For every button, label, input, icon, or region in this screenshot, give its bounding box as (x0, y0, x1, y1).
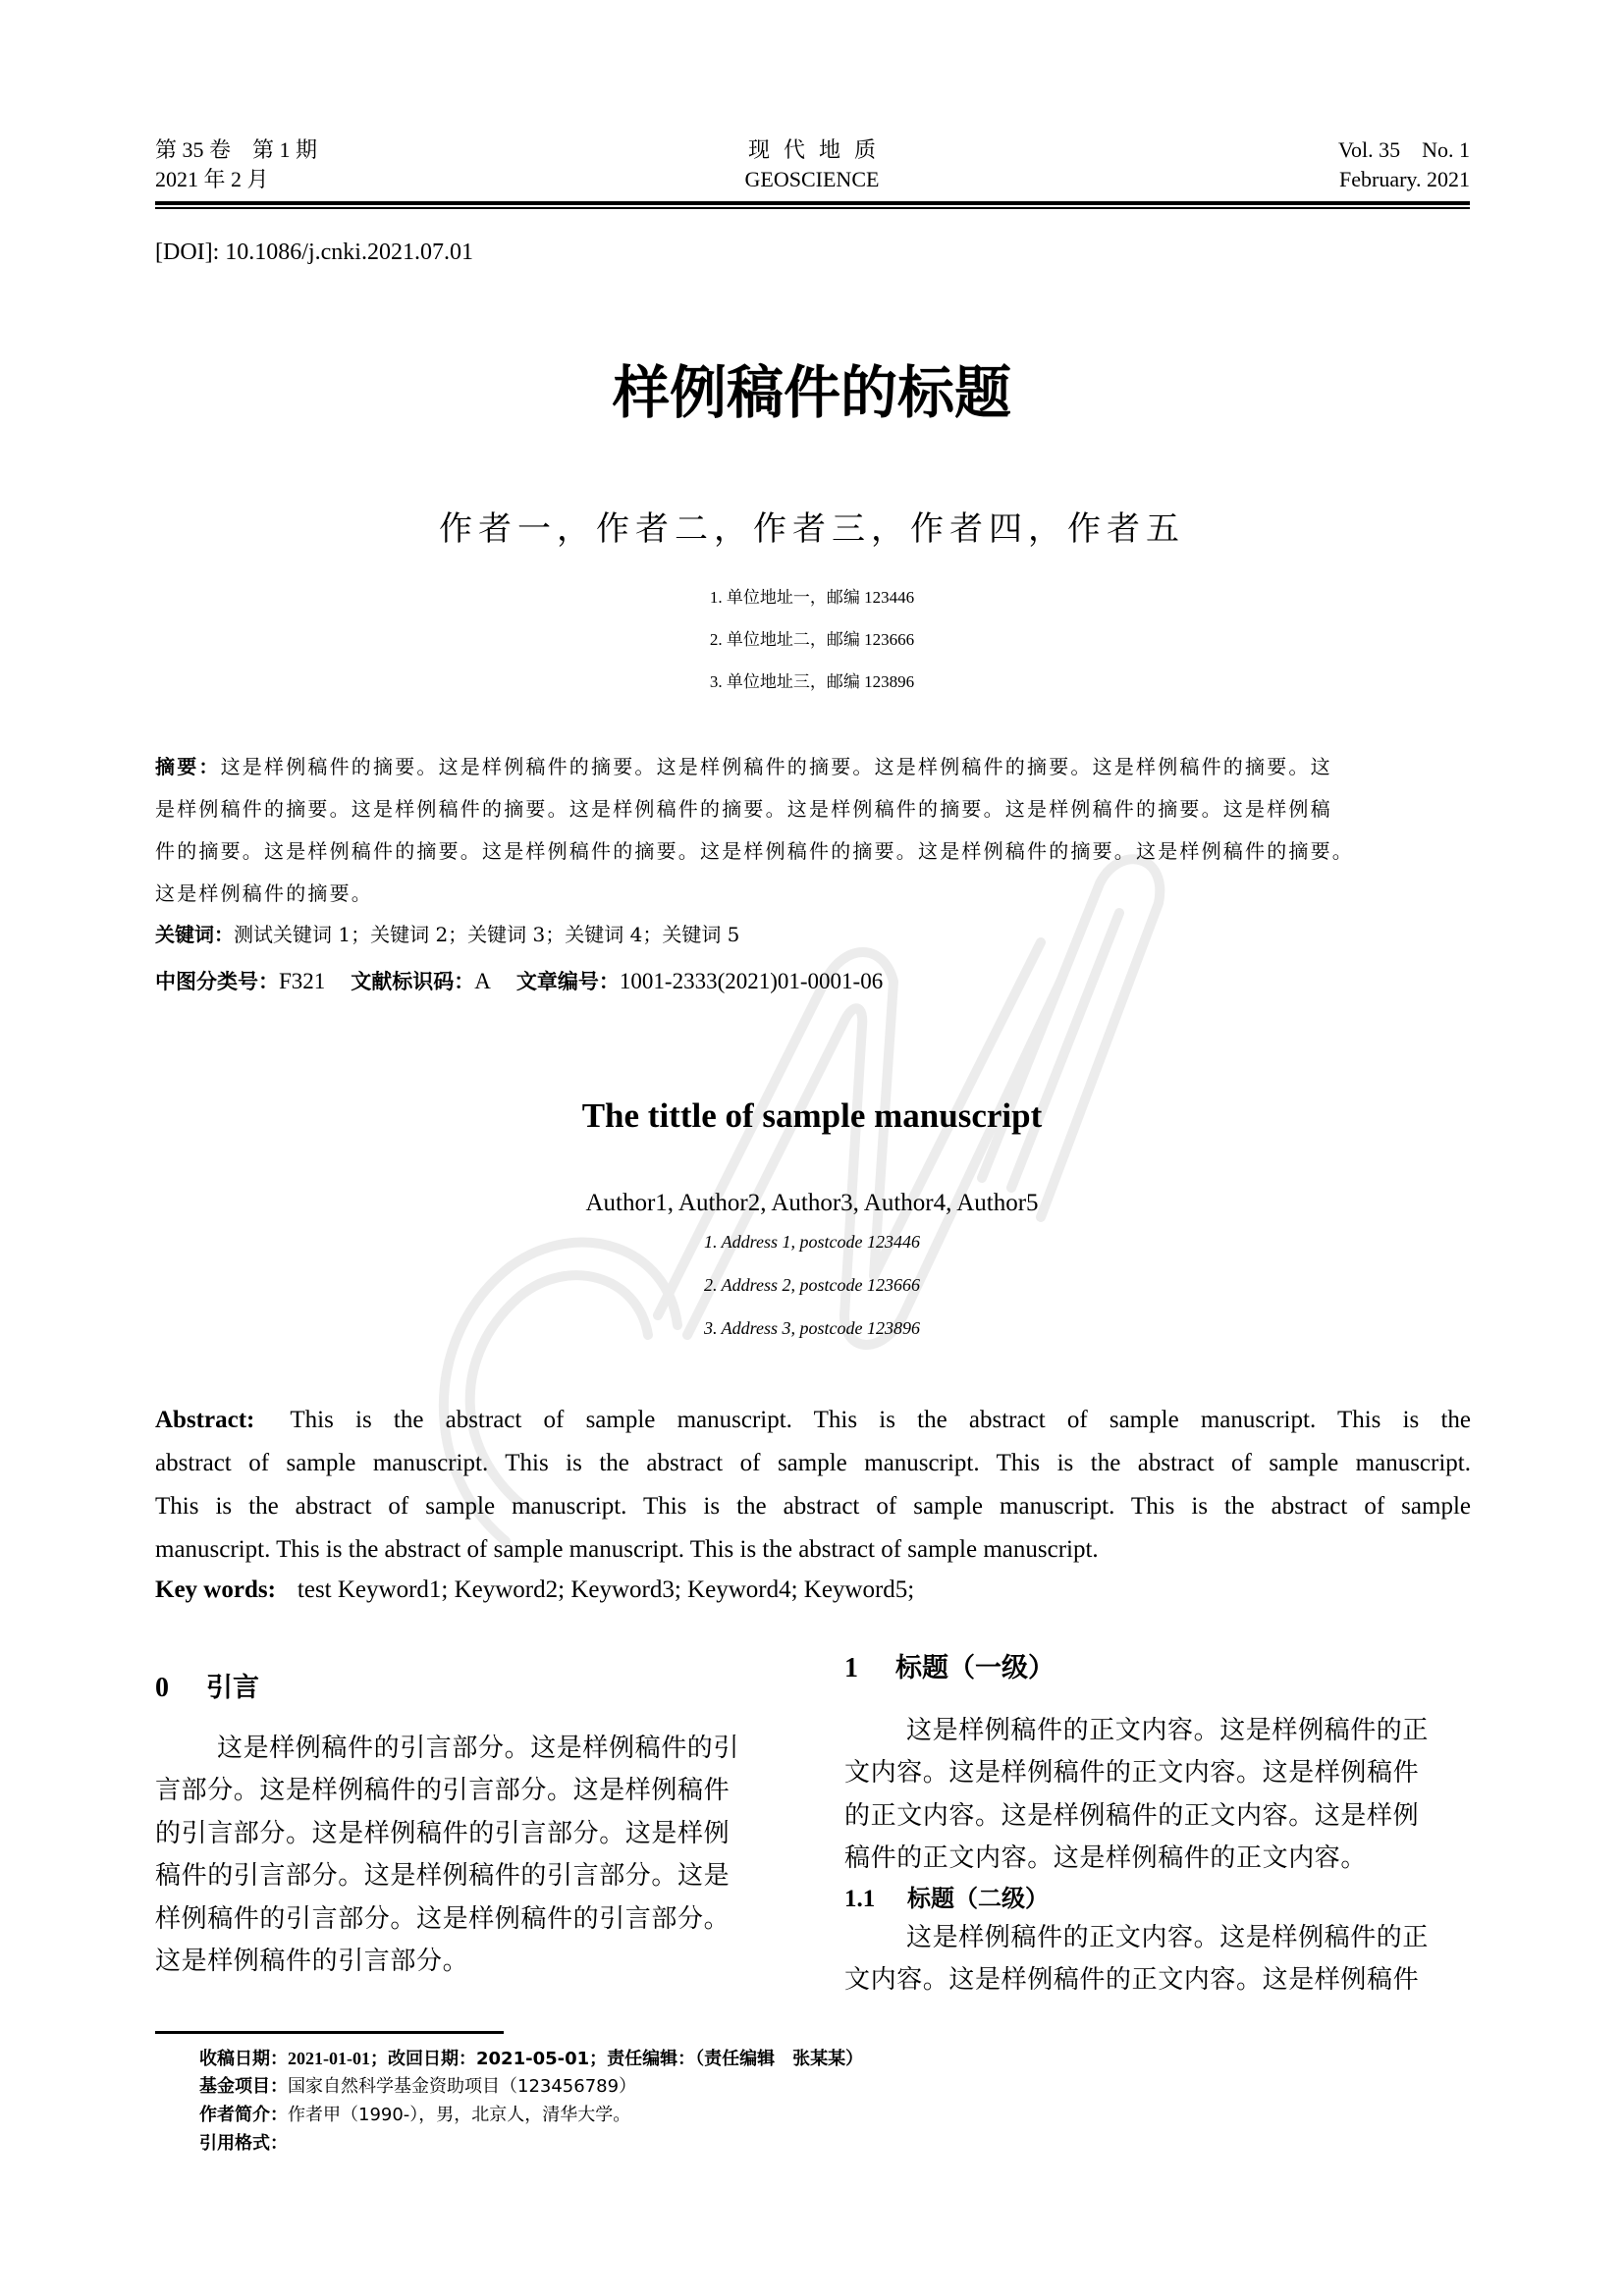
received-label: 收稿日期： (199, 2049, 288, 2069)
paragraph-line: 稿件的引言部分。这是样例稿件的引言部分。这是 (155, 1861, 731, 1892)
keywords-en-label: Key words: (155, 1576, 276, 1603)
abstract-cn-line: 这是样例稿件的摘要。 (155, 881, 373, 905)
intro-paragraph (155, 1728, 784, 1983)
abstract-en-label: Abstract: (155, 1407, 255, 1433)
section-number: 1 (844, 1653, 858, 1683)
abstract-cn-label: 摘要： (155, 755, 221, 778)
abstract-cn-line: 是样例稿件的摘要。这是样例稿件的摘要。这是样例稿件的摘要。这是样例稿件的摘要。这是样例稿件的摘要。这是样例稿 (155, 797, 1332, 821)
doi-link[interactable]: [DOI]: 10.1086/j.cnki.2021.07.01 (155, 240, 473, 265)
journal-name-en: GEOSCIENCE (744, 167, 880, 191)
abstract-cn-line: 件的摘要。这是样例稿件的摘要。这是样例稿件的摘要。这是样例稿件的摘要。这是样例稿件的摘要。这是样例稿件的摘要。 (155, 839, 1354, 863)
section-heading-1 (844, 1649, 1473, 1688)
footnote-dates (199, 2045, 863, 2073)
doc-code-value: A (474, 969, 491, 993)
journal-issue-info-en (1338, 135, 1470, 194)
abstract-en-line: abstract of sample manuscript. This is the abstract of sample manuscript. This is the abstract of sample manuscript. (155, 1450, 1471, 1476)
bio-value: 作者甲（1990-），男，北京人，清华大学。 (288, 2105, 631, 2125)
volume-issue-en: Vol. 35 No. 1 (1337, 137, 1470, 162)
section-title: 标题（二级） (907, 1884, 1049, 1912)
affiliation-cn-2: 2. 单位地址二，邮编 123666 (709, 630, 915, 649)
citation-label: 引用格式： (199, 2133, 288, 2154)
article-no-value: 1001-2333(2021)01-0001-06 (619, 969, 884, 993)
section-number: 0 (155, 1673, 169, 1703)
fund-value: 国家自然科学基金资助项目（123456789） (288, 2076, 637, 2097)
section-heading-intro (155, 1669, 784, 1708)
publication-date-en: February. 2021 (1339, 167, 1470, 191)
keywords-cn-value: 测试关键词 1；关键词 2；关键词 3；关键词 4；关键词 5 (234, 923, 740, 946)
right-column (844, 1649, 1473, 2002)
section-title: 引言 (206, 1673, 259, 1703)
fund-label: 基金项目： (199, 2076, 288, 2097)
bio-label: 作者简介： (199, 2105, 288, 2125)
affiliation-cn-3: 3. 单位地址三，邮编 123896 (709, 672, 915, 691)
authors-cn: 作者一，作者二，作者三，作者四，作者五 (439, 509, 1185, 549)
volume-issue: 第 35 卷 第 1 期 (155, 137, 318, 162)
paragraph-line: 这是样例稿件的正文内容。这是样例稿件的正 (906, 1922, 1430, 1952)
clc-value: F321 (279, 969, 326, 993)
paragraph-line: 的正文内容。这是样例稿件的正文内容。这是样例 (844, 1800, 1420, 1831)
revised-value: 2021-05-01 (476, 2049, 590, 2069)
header-rule-thin (155, 207, 1470, 209)
section-title: 标题（一级） (895, 1653, 1055, 1683)
footnote-rule (155, 2031, 504, 2034)
abstract-en-line: manuscript. This is the abstract of sample manuscript. This is the abstract of sample manuscript. (155, 1536, 1099, 1563)
abstract-cn-line: 这是样例稿件的摘要。这是样例稿件的摘要。这是样例稿件的摘要。这是样例稿件的摘要。这是样例稿件的摘要。这 (220, 755, 1332, 778)
section1-1-paragraph (844, 1917, 1473, 2002)
article-no-label: 文章编号： (515, 970, 620, 993)
paragraph-line: 这是样例稿件的正文内容。这是样例稿件的正 (906, 1716, 1430, 1745)
paragraph-line: 言部分。这是样例稿件的引言部分。这是样例稿件 (155, 1776, 731, 1806)
abstract-en (155, 1399, 1471, 1572)
abstract-cn (155, 746, 1471, 915)
abstract-en-line: This is the abstract of sample manuscript. This is the abstract of sample manuscript. This is the abstract of sample (155, 1493, 1471, 1520)
address-en-1: 1. Address 1, postcode 123446 (704, 1232, 920, 1252)
keywords-en-value: test Keyword1; Keyword2; Keyword3; Keyword4; Keyword5; (297, 1576, 915, 1603)
clc-label: 中图分类号： (155, 970, 279, 993)
keywords-cn (155, 920, 739, 949)
editor-label: ；责任编辑： (589, 2049, 696, 2069)
paragraph-line: 的引言部分。这是样例稿件的引言部分。这是样例 (155, 1818, 731, 1848)
address-en-3: 3. Address 3, postcode 123896 (704, 1318, 920, 1338)
address-en-2: 2. Address 2, postcode 123666 (704, 1275, 920, 1295)
left-column (155, 1669, 784, 1983)
section1-paragraph (844, 1710, 1473, 1881)
classification-line (155, 965, 883, 998)
publication-date-cn: 2021 年 2 月 (155, 167, 269, 191)
title-cn: 样例稿件的标题 (612, 359, 1011, 426)
header-rule-thick (155, 201, 1470, 205)
abstract-en-line: This is the abstract of sample manuscript. This is the abstract of sample manuscript. This is the (290, 1407, 1471, 1433)
keywords-en (155, 1573, 914, 1608)
footnote-bio (199, 2102, 630, 2129)
title-en: The tittle of sample manuscript (581, 1096, 1043, 1135)
footnote-citation (199, 2130, 288, 2158)
keywords-cn-label: 关键词： (155, 923, 234, 946)
doc-code-label: 文献标识码： (351, 970, 475, 993)
paragraph-line: 样例稿件的引言部分。这是样例稿件的引言部分。 (155, 1903, 731, 1934)
authors-en: Author1, Author2, Author3, Author4, Author5 (585, 1190, 1039, 1216)
received-value: 2021-01-01 (288, 2049, 370, 2068)
paragraph-line: 稿件的正文内容。这是样例稿件的正文内容。 (844, 1843, 1368, 1874)
paragraph-line: 这是样例稿件的引言部分。 (155, 1947, 469, 1977)
paragraph-line: 文内容。这是样例稿件的正文内容。这是样例稿件 (844, 1758, 1420, 1789)
paragraph-line: 这是样例稿件的引言部分。这是样例稿件的引 (217, 1734, 740, 1763)
footnote-fund (199, 2073, 636, 2101)
editor-value: （责任编辑 张某某） (695, 2049, 864, 2069)
section-number: 1.1 (844, 1885, 876, 1912)
paragraph-line: 文内容。这是样例稿件的正文内容。这是样例稿件 (844, 1965, 1420, 1996)
journal-name-cn: 现代地质 (747, 137, 890, 162)
affiliation-cn-1: 1. 单位地址一，邮编 123446 (709, 588, 915, 607)
section-heading-1-1 (844, 1881, 1473, 1917)
revised-label: ；改回日期： (370, 2049, 476, 2069)
